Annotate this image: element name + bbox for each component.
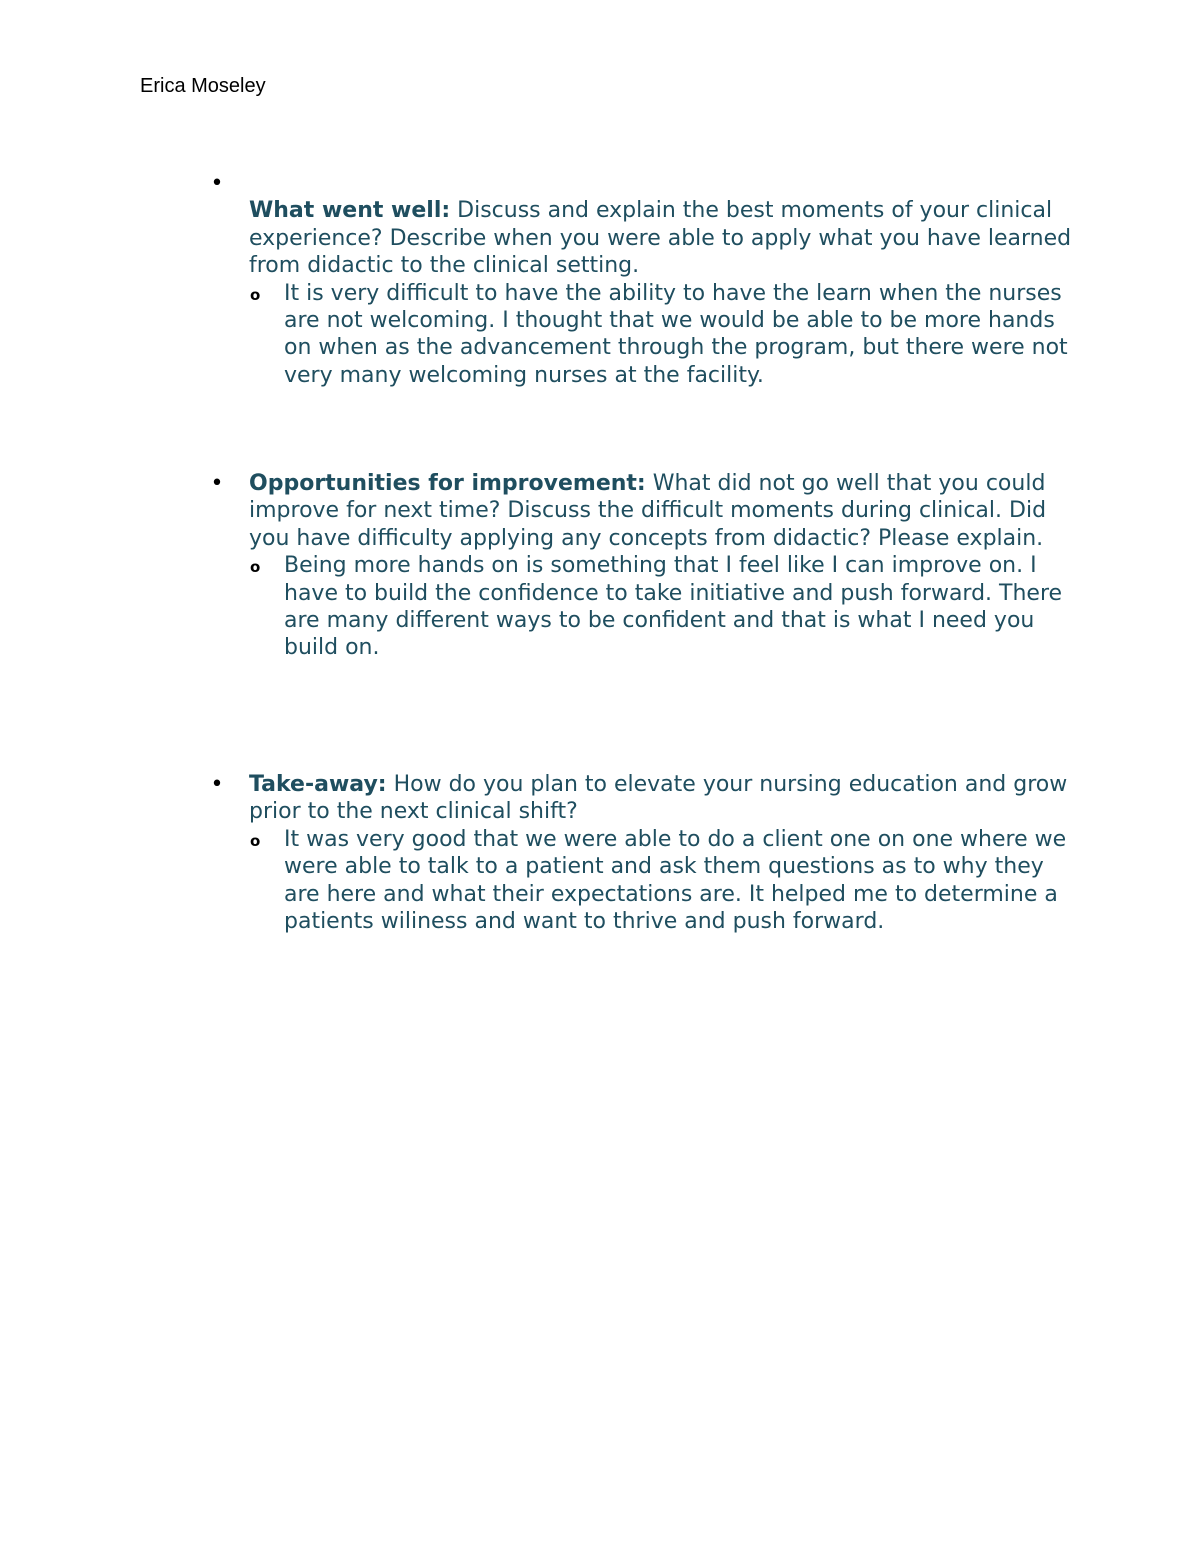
bullet-icon: •	[210, 171, 224, 196]
section-opportunities-for-improvement	[210, 470, 1080, 662]
section-label: What went well:	[249, 198, 451, 224]
section-take-away	[210, 771, 1080, 935]
response-text: It was very good that we were able to do a client one on one where we were able to talk to a patient and ask them questions as to why they are here and what their expectations are. It helped me to determine a patients wiliness and want to thrive and push forward.	[284, 826, 1067, 935]
section-prompt	[249, 170, 1080, 280]
bullet-icon: •	[210, 471, 224, 496]
response-item	[250, 826, 1080, 936]
section-question: How do you plan to elevate your nursing education and grow prior to the next clinical shift?	[249, 772, 1068, 825]
section-label: Opportunities for improvement:	[249, 471, 646, 496]
bullet-icon: •	[210, 772, 224, 797]
section-what-went-well	[210, 170, 1080, 389]
response-item	[250, 552, 1080, 662]
section-question: Discuss and explain the best moments of your clinical experience? Describe when you were able to apply what you have learned from didactic to the clinical setting.	[249, 198, 1072, 279]
sub-bullet-icon: o	[250, 831, 261, 850]
author-name: Erica Moseley	[140, 75, 266, 97]
response-text: It is very difficult to have the ability to have the learn when the nurses are not welcoming. I thought that we would be able to be more hands on when as the advancement through the program, but there were not very many welcoming nurses at the facility.	[284, 280, 1068, 388]
section-label: Take-away:	[249, 772, 387, 797]
section-question: What did not go well that you could improve for next time? Discuss the difficult moments during clinical. Did you have difficulty applying any concepts from didactic? Please explain.	[249, 471, 1047, 551]
response-item	[250, 280, 1080, 390]
sub-bullet-icon: o	[250, 558, 261, 577]
response-text: Being more hands on is something that I feel like I can improve on. I have to build the confidence to take initiative and push forward. There are many different ways to be confident and that is what I need you build on.	[284, 553, 1063, 661]
section-prompt	[249, 771, 1080, 826]
section-prompt	[249, 470, 1080, 552]
sub-bullet-icon: o	[250, 285, 261, 304]
